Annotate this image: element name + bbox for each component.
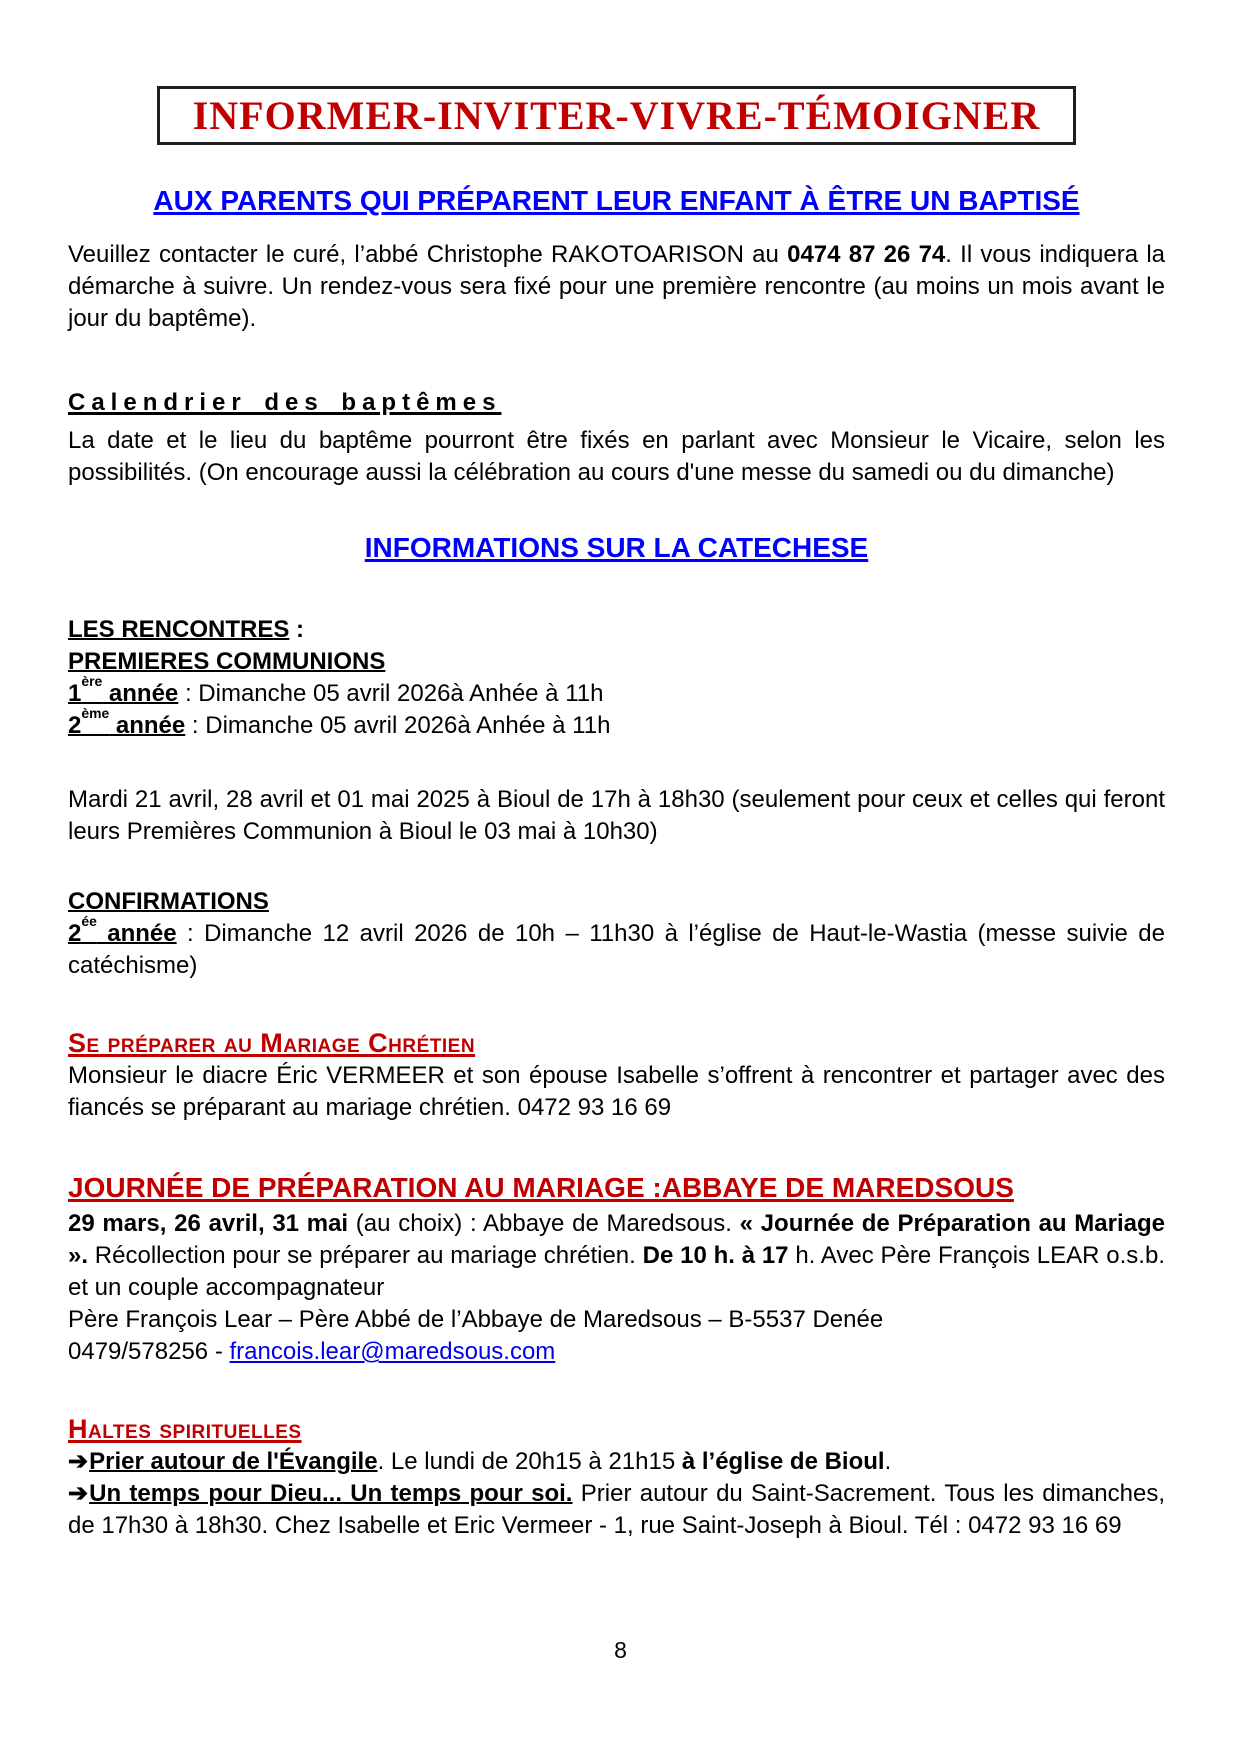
heading-mariage-chretien: Se préparer au Mariage Chrétien <box>68 1028 476 1058</box>
title-banner <box>157 86 1076 145</box>
annee-2-detail: : Dimanche 05 avril 2026à Anhée à 11h <box>185 712 611 739</box>
confirmation-annee-detail: : Dimanche 12 avril 2026 de 10h – 11h30 à l’église de Haut-le-Wastia (messe suivie de catéchisme) <box>68 920 1166 979</box>
halte-item-evangile: ➔Prier autour de l'Évangile. Le lundi de 20h15 à 21h15 à l’église de Bioul. <box>68 1448 892 1475</box>
paragraph-bapteme-intro <box>68 239 1165 335</box>
phone-number: 0474 87 26 74 <box>787 241 946 268</box>
halte-1-title: Prier autour de l'Évangile <box>89 1448 378 1475</box>
arrow-bullet-icon: ➔ <box>68 1448 89 1475</box>
annee-1-label: 1ère année <box>68 672 179 707</box>
line-contact <box>68 1336 1165 1368</box>
journee-heures: De 10 h. à 17 <box>642 1242 789 1269</box>
annee-1-detail: : Dimanche 05 avril 2026à Anhée à 11h <box>178 680 604 707</box>
heading-calendrier: Calendrier des baptêmes <box>68 389 502 416</box>
page-number: 8 <box>614 1637 627 1663</box>
line-annee-1 <box>68 672 1165 710</box>
ordinal-suffix: ème <box>81 704 110 721</box>
heading-premieres-communions: PREMIERES COMMUNIONS <box>68 648 386 675</box>
line-annee-2 <box>68 704 1165 742</box>
paragraph-calendrier: La date et le lieu du baptême pourront être fixés en parlant avec Monsieur le Vicaire, selon les possibilités. (On encourage aussi la célébration au cours d'une messe du samedi ou du dimanche) <box>68 427 1165 486</box>
arrow-bullet-icon: ➔ <box>68 1480 89 1507</box>
ordinal-suffix: ée <box>81 912 97 929</box>
section-confirmations <box>68 886 1165 982</box>
halte-item-temps-pour-dieu <box>68 1478 1165 1542</box>
halte-2-title: Un temps pour Dieu... Un temps pour soi. <box>89 1480 573 1507</box>
halte-2-detail: Prier autour du Saint-Sacrement. Tous les dimanches, de 17h30 à 18h30. Chez Isabelle et Eric Vermeer - 1, rue Saint-Joseph à Bioul. Tél : 0472 93 16 69 <box>68 1480 1165 1539</box>
journee-dates: 29 mars, 26 avril, 31 mai <box>68 1210 349 1237</box>
line-pere-francois: Père François Lear – Père Abbé de l’Abbaye de Maredsous – B-5537 Denée <box>68 1306 884 1333</box>
intro-text-start: Veuillez contacter le curé, l’abbé Christophe RAKOTOARISON au <box>68 241 788 268</box>
confirmation-annee-label: $2^{ée}$ année <box>68 912 177 947</box>
les-rencontres-colon: : <box>289 616 305 643</box>
annee-2-label: 2ème année <box>68 704 186 739</box>
heading-les-rencontres <box>68 614 1165 646</box>
heading-catechese: INFORMATIONS SUR LA CATECHESE <box>364 532 869 563</box>
heading-confirmations: CONFIRMATIONS <box>68 888 269 915</box>
heading-bapteme: AUX PARENTS QUI PRÉPARENT LEUR ENFANT À ÊTRE UN BAPTISÉ <box>153 185 1080 216</box>
line-confirmation-annee <box>68 912 1166 982</box>
heading-haltes-spirituelles: Haltes spirituelles <box>68 1414 302 1444</box>
les-rencontres-label: LES RENCONTRES <box>68 616 290 643</box>
journee-titre: « Journée de Préparation au Mariage ». <box>68 1210 1165 1269</box>
title-banner-text: INFORMER-INVITER-VIVRE-TÉMOIGNER <box>192 93 1041 138</box>
email-link[interactable]: francois.lear@maredsous.com <box>229 1338 556 1365</box>
halte-1-lieu: à l’église de Bioul <box>681 1448 885 1475</box>
phone-journee: 0479/578256 - <box>68 1338 230 1365</box>
section-rencontres <box>68 614 1165 742</box>
ordinal-suffix: ère <box>81 672 103 689</box>
paragraph-journee: 29 mars, 26 avril, 31 mai (au choix) : Abbaye de Maredsous. « Journée de Préparation au Mariage ». Récollection pour se préparer au mariage chrétien. De 10 h. à 17 h. Avec Père François LEAR o.s.b. et un couple accompagnateur <box>68 1210 1165 1301</box>
paragraph-mardi: Mardi 21 avril, 28 avril et 01 mai 2025 à Bioul de 17h à 18h30 (seulement pour ceux et celles qui feront leurs Premières Communion à Bioul le 03 mai à 10h30) <box>68 786 1165 845</box>
heading-journee-preparation: JOURNÉE DE PRÉPARATION AU MARIAGE :ABBAYE DE MAREDSOUS <box>68 1172 1014 1203</box>
intro-text-end: . Il vous indiquera la démarche à suivre. Un rendez-vous sera fixé pour une première rencontre (au moins un mois avant le jour du baptême). <box>68 241 1166 332</box>
paragraph-mariage: Monsieur le diacre Éric VERMEER et son épouse Isabelle s’offrent à rencontrer et partager avec des fiancés se préparant au mariage chrétien. 0472 93 16 69 <box>68 1062 1165 1121</box>
